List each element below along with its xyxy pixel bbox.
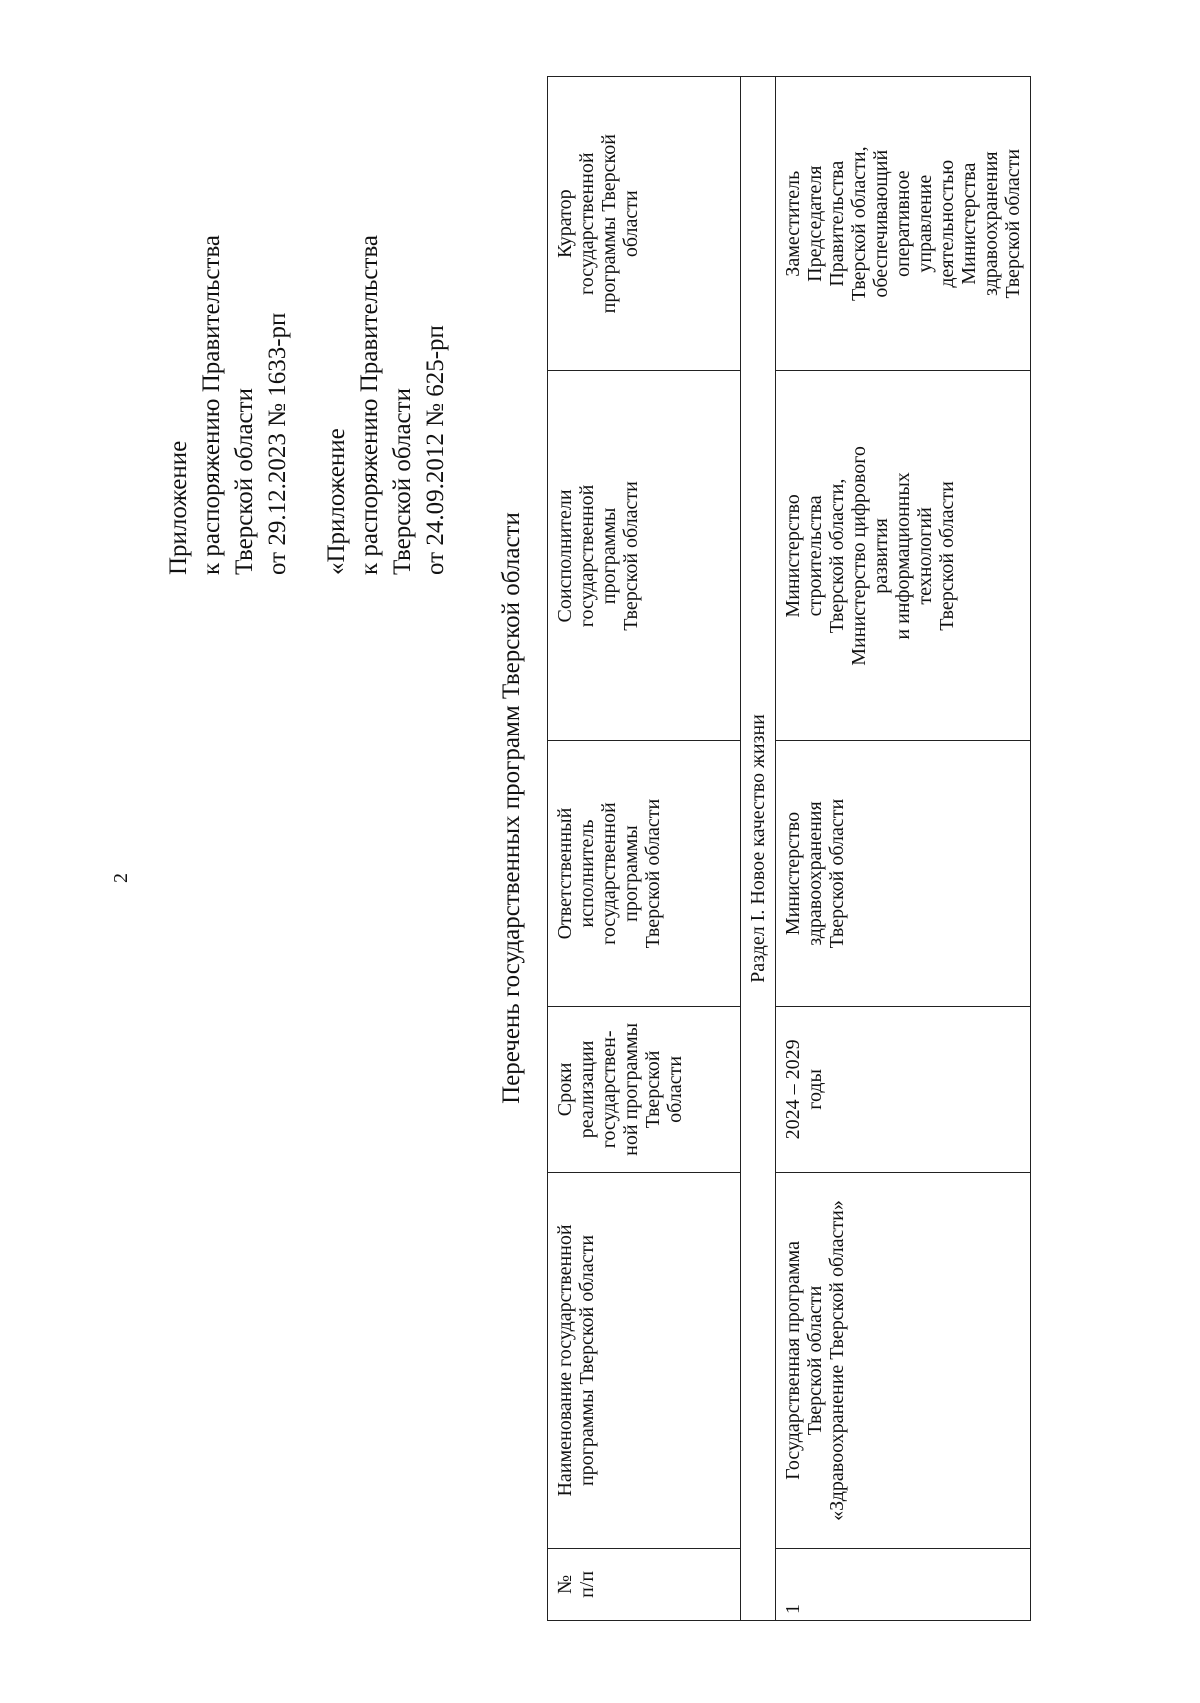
cell-text: здравоохранения xyxy=(804,801,826,946)
cell-text: годы xyxy=(804,1069,826,1110)
cell-text: здравоохранения xyxy=(980,151,1002,296)
appendix-current-line: Тверской области xyxy=(231,388,258,575)
header-text: Куратор xyxy=(554,189,576,259)
cell-text: 2024 – 2029 xyxy=(782,1039,804,1140)
cell-responsible xyxy=(776,741,1031,1006)
appendix-original-line: от 24.09.2012 № 625-рп xyxy=(422,325,449,575)
appendix-original-line: Тверской области xyxy=(389,388,416,575)
header-dates xyxy=(548,1006,741,1172)
cell-text: Заместитель xyxy=(782,170,804,277)
header-coexecutors xyxy=(548,371,741,741)
header-text: Тверской области xyxy=(620,481,642,631)
table-header-row xyxy=(548,77,741,1621)
appendix-current-block xyxy=(162,235,294,575)
header-text: п/п xyxy=(576,1570,598,1598)
header-text: государствен- xyxy=(598,1030,620,1149)
cell-text: деятельностью xyxy=(936,159,958,288)
appendix-current-line: от 29.12.2023 № 1633-рп xyxy=(264,312,291,575)
header-text: Сроки xyxy=(554,1062,576,1117)
cell-text: Тверской области xyxy=(936,481,958,631)
cell-text: Тверской области xyxy=(804,1285,826,1436)
header-responsible xyxy=(548,741,741,1006)
cell-text: строительства xyxy=(804,495,826,617)
cell-dates xyxy=(776,1006,1031,1172)
header-text: ной программы xyxy=(620,1022,642,1156)
cell-text: Министерство xyxy=(782,811,804,936)
cell-num: 1 xyxy=(776,1548,1031,1620)
header-text: программы xyxy=(598,507,620,605)
header-text: реализации xyxy=(576,1040,598,1139)
cell-coexecutors xyxy=(776,371,1031,741)
cell-text: технологий xyxy=(914,507,936,605)
appendix-original-line: «Приложение xyxy=(323,428,350,575)
header-text: области xyxy=(620,190,642,258)
cell-text: Государственная программа xyxy=(782,1241,804,1480)
header-text: исполнитель xyxy=(576,819,598,928)
appendix-original-line: к распоряжению Правительства xyxy=(356,234,383,575)
cell-text: Тверской области xyxy=(826,798,848,949)
cell-text: развития xyxy=(870,518,892,594)
header-text: Тверской области xyxy=(642,798,664,949)
appendix-current-line: Приложение xyxy=(165,440,192,575)
header-text: программы Тверской xyxy=(598,134,620,314)
appendix-current-line: к распоряжению Правительства xyxy=(198,234,225,575)
cell-text: и информационных xyxy=(892,472,914,640)
cell-text: Тверской области xyxy=(1002,148,1024,299)
header-text: Ответственный xyxy=(554,807,576,940)
header-text: государственной xyxy=(598,802,620,945)
cell-text: управление xyxy=(914,174,936,273)
cell-text: Министерство xyxy=(782,494,804,618)
document-title: Перечень государственных программ Тверской области xyxy=(498,512,525,1104)
table-section-row xyxy=(741,77,776,1621)
cell-text: Правительства xyxy=(826,160,848,287)
page-number: 2 xyxy=(110,873,132,883)
cell-text: «Здравоохранение Тверской области» xyxy=(826,1200,848,1521)
header-text: области xyxy=(664,1055,686,1123)
cell-text: Министерство цифрового xyxy=(848,446,870,666)
section-title: Раздел I. Новое качество жизни xyxy=(741,77,776,1621)
header-text: программы xyxy=(620,825,642,922)
cell-text: Председателя xyxy=(804,165,826,282)
cell-name xyxy=(776,1173,1031,1549)
header-text: государственной xyxy=(576,152,598,295)
cell-text: Министерства xyxy=(958,162,980,285)
cell-text: Тверской области, xyxy=(826,478,848,634)
header-text: государственной xyxy=(576,484,598,628)
header-text: № xyxy=(554,1574,576,1594)
programs-table xyxy=(547,76,1031,1621)
header-name xyxy=(548,1173,741,1549)
cell-text: обеспечивающий xyxy=(870,149,892,298)
cell-text: Тверской области, xyxy=(848,146,870,301)
appendix-original-block xyxy=(320,235,452,575)
cell-curator xyxy=(776,77,1031,371)
cell-text: оперативное xyxy=(892,170,914,278)
header-text: программы Тверской области xyxy=(576,1234,598,1487)
table-row xyxy=(776,77,1031,1621)
header-num xyxy=(548,1548,741,1620)
header-text: Соисполнители xyxy=(554,489,576,623)
header-text: Тверской xyxy=(642,1050,664,1129)
header-text: Наименование государственной xyxy=(554,1224,576,1497)
header-curator xyxy=(548,77,741,371)
